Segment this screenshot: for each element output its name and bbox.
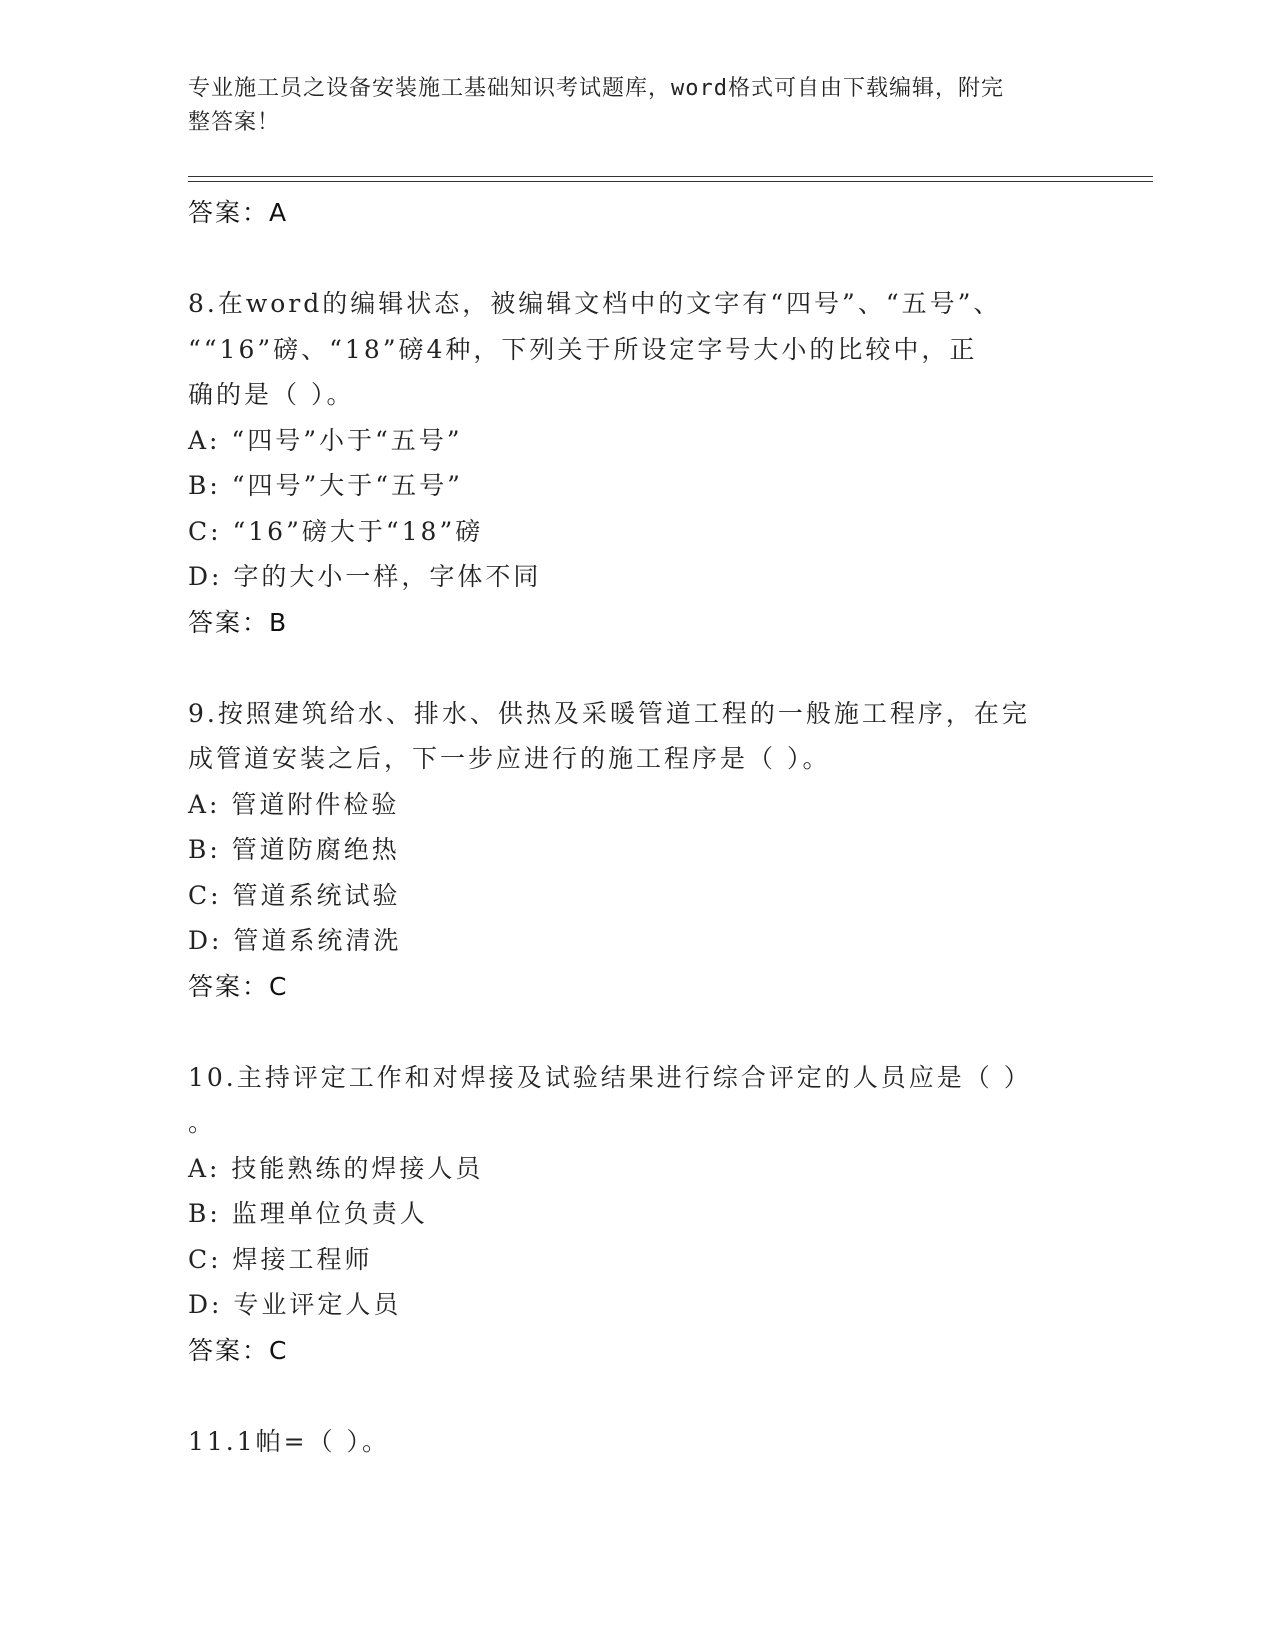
question-text-line: 确的是（ ）。 (188, 380, 355, 409)
question-text-line: 。 (188, 1108, 217, 1137)
option-c: C: 管道系统试验 (188, 880, 401, 910)
option-b: B: 监理单位负责人 (188, 1199, 428, 1228)
question-11 (188, 1419, 1068, 1465)
option-a: A: 管道附件检验 (188, 789, 400, 819)
answer-prev: 答案：A (188, 198, 289, 227)
question-text-line: 9.按照建筑给水、排水、供热及采暖管道工程的一般施工程序，在完 (188, 698, 1030, 728)
header-divider-top (188, 176, 1153, 177)
answer-q8: 答案：B (188, 607, 289, 637)
option-c: C: 焊接工程师 (188, 1244, 373, 1274)
option-d: D: 字的大小一样，字体不同 (188, 562, 542, 591)
spacer (188, 1009, 1068, 1055)
option-c: C: “16”磅大于“18”磅 (188, 516, 484, 546)
question-9 (188, 691, 1068, 1010)
option-a: A: 技能熟练的焊接人员 (188, 1153, 484, 1183)
option-a: A: “四号”小于“五号” (188, 425, 463, 455)
question-8 (188, 281, 1068, 645)
spacer (188, 1373, 1068, 1419)
option-b: B: 管道防腐绝热 (188, 835, 400, 864)
option-d: D: 管道系统清洗 (188, 926, 402, 955)
question-text-line: 10.主持评定工作和对焊接及试验结果进行综合评定的人员应是（ ） (188, 1062, 1032, 1092)
header-divider-bottom (188, 181, 1153, 182)
header-title-line1: 专业施工员之设备安装施工基础知识考试题库，word格式可自由下载编辑，附完 (188, 76, 1004, 101)
question-text-line: 11.1帕=（ ）。 (188, 1426, 391, 1456)
header-title-line2: 整答案！ (188, 110, 281, 135)
document-header (188, 72, 1068, 140)
question-10 (188, 1055, 1068, 1374)
option-d: D: 专业评定人员 (188, 1290, 402, 1319)
question-text-line: ““16”磅、“18”磅4种，下列关于所设定字号大小的比较中，正 (188, 334, 978, 364)
spacer (188, 236, 1068, 282)
document-body (188, 190, 1068, 1464)
option-b: B: “四号”大于“五号” (188, 471, 463, 500)
spacer (188, 645, 1068, 691)
answer-q9: 答案：C (188, 971, 289, 1001)
question-text-line: 8.在word的编辑状态，被编辑文档中的文字有“四号”、“五号”、 (188, 289, 1002, 318)
question-text-line: 成管道安装之后，下一步应进行的施工程序是（ ）。 (188, 744, 831, 773)
answer-q10: 答案：C (188, 1335, 289, 1365)
